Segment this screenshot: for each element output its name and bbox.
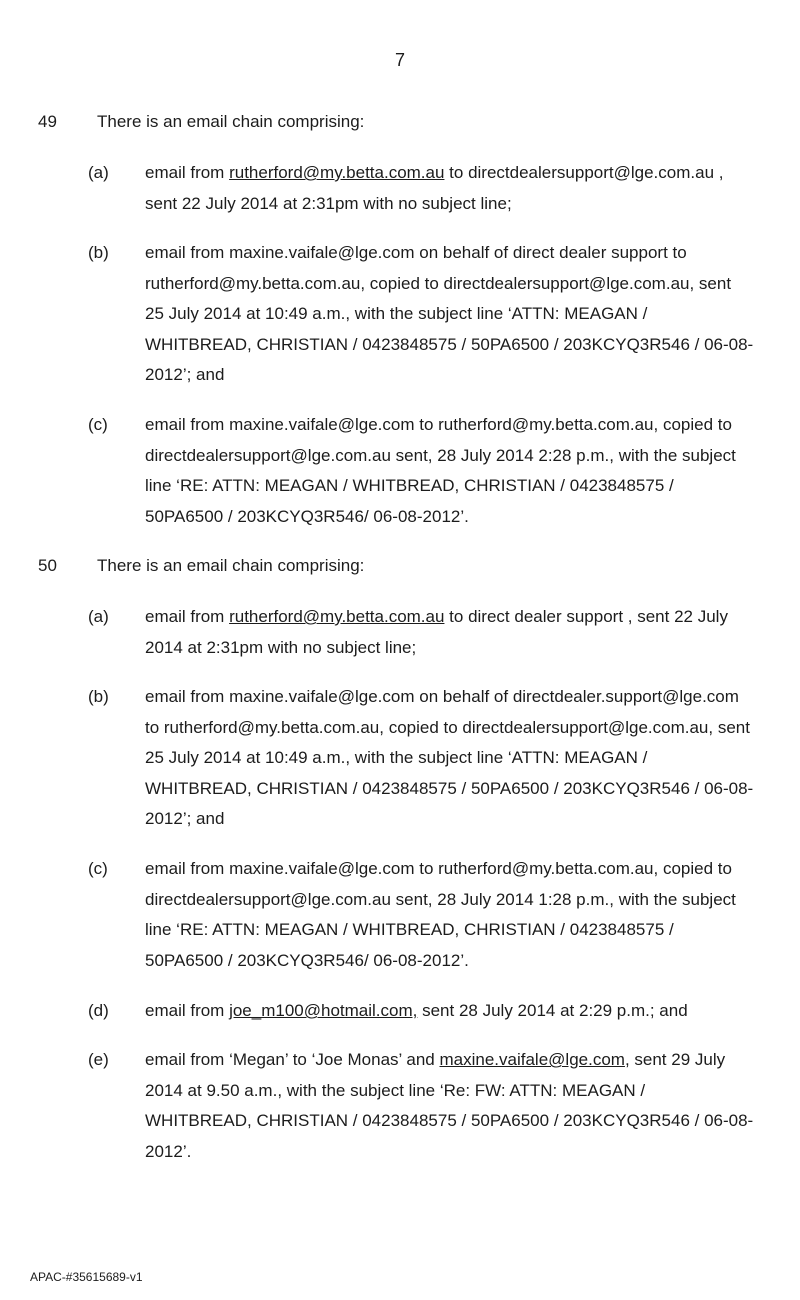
email-link[interactable]: maxine.vaifale@lge.com (439, 1050, 625, 1069)
item-text-part: email from maxine.vaifale@lge.com to rutherford@my.betta.com.au, copied to directdealersupport@lge.com.au sent, 28 July 2014 1:28 p.m., with the subject line ‘RE: ATTN: MEAGAN / WHITBREAD, CHRISTIAN / 0423848575 / 50PA6500 / 203KCYQ3R546/ 06-08-2012’. (145, 859, 736, 970)
document-id-footer: APAC-#35615689-v1 (30, 1270, 143, 1284)
email-link[interactable]: rutherford@my.betta.com.au (229, 607, 445, 626)
item-label: (a) (88, 163, 109, 182)
item-label: (b) (88, 687, 109, 706)
item-label: (b) (88, 243, 109, 262)
item-text-part: to directdealersupport@lge.com.au , sent 22 July 2014 at 2:31pm with no subject line; (145, 163, 724, 213)
item-text-part: email from (145, 163, 230, 182)
email-link[interactable]: rutherford@my.betta.com.au (229, 163, 445, 182)
paragraph-number: 49 (38, 112, 57, 131)
item-text-part: email from maxine.vaifale@lge.com on behalf of directdealer.support@lge.com to rutherford@my.betta.com.au, copied to directdealersupport@lge.com.au, sent 25 July 2014 at 10:49 a.m., with the subject line ‘ATTN: MEAGAN / WHITBREAD, CHRISTIAN / 0423848575 / 50PA6500 / 203KCYQ3R546 / 06-08- 2012’; and (145, 687, 754, 828)
item-text (145, 238, 775, 391)
item-label: (a) (88, 607, 109, 626)
item-text (145, 682, 775, 835)
item-label: (d) (88, 1001, 109, 1020)
item-text (145, 996, 775, 1027)
item-text-part: email from maxine.vaifale@lge.com to rutherford@my.betta.com.au, copied to directdealersupport@lge.com.au sent, 28 July 2014 2:28 p.m., with the subject line ‘RE: ATTN: MEAGAN / WHITBREAD, CHRISTIAN / 0423848575 / 50PA6500 / 203KCYQ3R546/ 06-08-2012’. (145, 415, 736, 526)
item-text (145, 602, 775, 663)
item-text-part: email from maxine.vaifale@lge.com on behalf of direct dealer support to rutherford@my.betta.com.au, copied to directdealersupport@lge.com.au, sent 25 July 2014 at 10:49 a.m., with the subject line ‘ATTN: MEAGAN / WHITBREAD, CHRISTIAN / 0423848575 / 50PA6500 / 203KCYQ3R546 / 06-08- 2012’; and (145, 243, 754, 384)
item-text-part: to direct dealer support , sent 22 July 2014 at 2:31pm with no subject line; (145, 607, 728, 657)
item-text-part: , sent 29 July 2014 at 9.50 a.m., with the subject line ‘Re: FW: ATTN: MEAGAN / WHITBREAD, CHRISTIAN / 0423848575 / 50PA6500 / 203KCYQ3R546 / 06-08- 2012’. (145, 1050, 754, 1161)
item-text (145, 854, 775, 976)
item-label: (e) (88, 1050, 109, 1069)
item-text-part: email from (145, 1001, 230, 1020)
item-text-part: email from ‘Megan’ to ‘Joe Monas’ and (145, 1050, 440, 1069)
item-text (145, 158, 775, 219)
paragraph-number: 50 (38, 556, 57, 575)
paragraph-intro: There is an email chain comprising: (97, 112, 365, 131)
item-text (145, 410, 775, 532)
page-number: 7 (394, 50, 405, 70)
email-link[interactable]: joe_m100@hotmail.com, (229, 1001, 418, 1020)
item-label: (c) (88, 415, 108, 434)
paragraph-intro: There is an email chain comprising: (97, 556, 365, 575)
item-text-part: email from (145, 607, 230, 626)
item-text-part: sent 28 July 2014 at 2:29 p.m.; and (417, 1001, 688, 1020)
item-text (145, 1045, 775, 1167)
item-label: (c) (88, 859, 108, 878)
